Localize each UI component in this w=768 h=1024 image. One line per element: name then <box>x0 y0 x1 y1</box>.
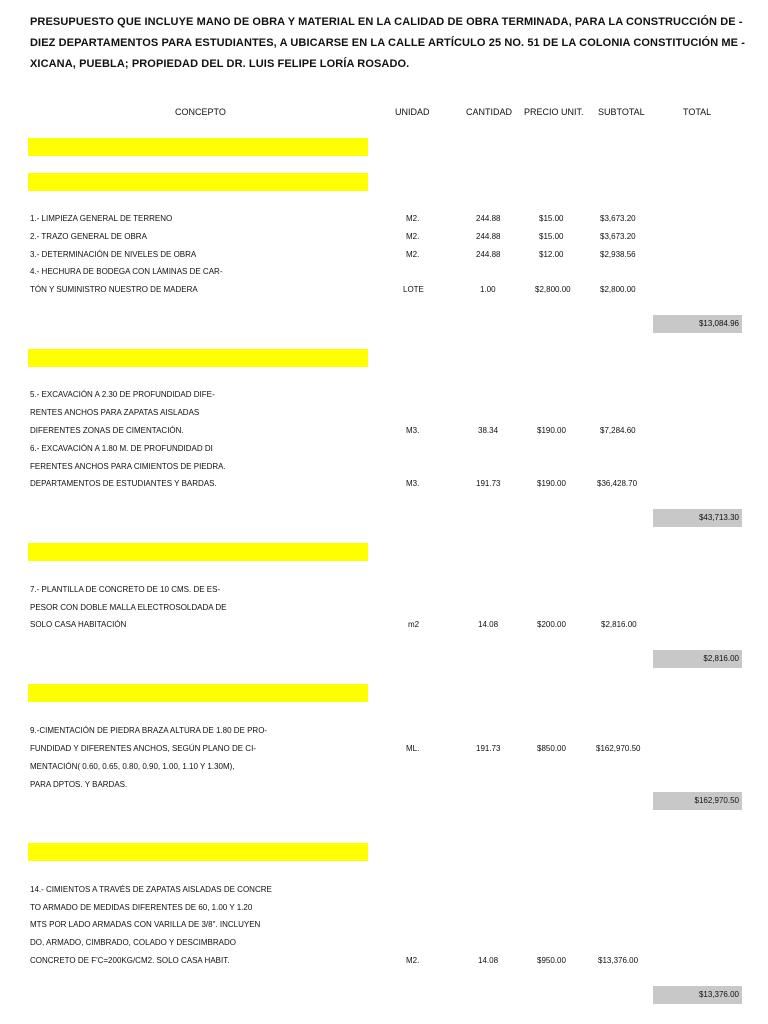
section-highlight-bar <box>28 173 368 191</box>
total-value: $162,970.50 <box>694 796 739 805</box>
title-line-3: XICANA, PUEBLA; PROPIEDAD DEL DR. LUIS FELIPE LORÍA ROSADO. <box>30 58 410 70</box>
concepto-cell: 9.-CIMENTACIÓN DE PIEDRA BRAZA ALTURA DE 1.80 DE PRO- <box>30 726 268 735</box>
header-subtotal: SUBTOTAL <box>598 107 645 117</box>
unidad-cell: M2. <box>406 214 420 223</box>
precio-cell: $200.00 <box>537 620 566 629</box>
header-precio-unit: PRECIO UNIT. <box>524 107 584 117</box>
precio-cell: $850.00 <box>537 744 566 753</box>
subtotal-cell: $162,970.50 <box>596 744 641 753</box>
precio-cell: $950.00 <box>537 956 566 965</box>
unidad-cell: m2 <box>408 620 420 629</box>
total-value: $13,376.00 <box>698 990 739 999</box>
cantidad-cell: 14.08 <box>478 956 499 965</box>
title-line-2: DIEZ DEPARTAMENTOS PARA ESTUDIANTES, A UBICARSE EN LA CALLE ARTÍCULO 25 NO. 51 DE LA COLONIA CONSTITUCIÓN ME - <box>30 37 746 49</box>
header-concepto: CONCEPTO <box>175 107 226 117</box>
total-cell <box>653 509 742 527</box>
unidad-cell: LOTE <box>403 285 424 294</box>
concepto-cell: CONCRETO DE F'C=200KG/CM2. SOLO CASA HABIT. <box>30 956 230 965</box>
unidad-cell: M2. <box>406 250 420 259</box>
header-cantidad: CANTIDAD <box>466 107 513 117</box>
total-cell <box>653 986 742 1004</box>
cantidad-cell: 1.00 <box>480 285 496 294</box>
precio-cell: $190.00 <box>537 426 566 435</box>
concepto-cell: DIFERENTES ZONAS DE CIMENTACIÓN. <box>30 426 184 435</box>
concepto-cell: 5.- EXCAVACIÓN A 2.30 DE PROFUNDIDAD DIFE- <box>30 390 215 399</box>
concepto-cell: 14.- CIMIENTOS A TRAVÉS DE ZAPATAS AISLADAS DE CONCRE <box>30 885 272 894</box>
total-cell <box>653 650 742 668</box>
subtotal-cell: $2,816.00 <box>601 620 637 629</box>
cantidad-cell: 38.34 <box>478 426 499 435</box>
concepto-cell: FUNDIDAD Y DIFERENTES ANCHOS, SEGÚN PLANO DE CI- <box>30 744 256 753</box>
concepto-cell: MENTACIÓN( 0.60, 0.65, 0.80, 0.90, 1.00, 1.10 Y 1.30M), <box>30 762 235 771</box>
concepto-cell: MTS POR LADO ARMADAS CON VARILLA DE 3/8". INCLUYEN <box>30 920 261 929</box>
unidad-cell: ML. <box>406 744 420 753</box>
concepto-cell: TÓN Y SUMINISTRO NUESTRO DE MADERA <box>30 285 198 294</box>
concepto-cell: 4.- HECHURA DE BODEGA CON LÁMINAS DE CAR- <box>30 267 223 276</box>
unidad-cell: M3. <box>406 426 420 435</box>
concepto-cell: SOLO CASA HABITACIÓN <box>30 620 127 629</box>
total-value: $2,816.00 <box>703 654 739 663</box>
concepto-cell: 1.- LIMPIEZA GENERAL DE TERRENO <box>30 214 173 223</box>
document-title <box>30 12 746 75</box>
cantidad-cell: 244.88 <box>476 232 501 241</box>
concepto-cell: PESOR CON DOBLE MALLA ELECTROSOLDADA DE <box>30 603 227 612</box>
section-highlight-bar <box>28 543 368 561</box>
unidad-cell: M3. <box>406 479 420 488</box>
cantidad-cell: 14.08 <box>478 620 499 629</box>
subtotal-cell: $7,284.60 <box>600 426 636 435</box>
total-cell <box>653 792 742 810</box>
subtotal-cell: $2,800.00 <box>600 285 636 294</box>
total-cell <box>653 315 742 333</box>
precio-cell: $15.00 <box>539 232 564 241</box>
concepto-cell: 7.- PLANTILLA DE CONCRETO DE 10 CMS. DE ES- <box>30 585 221 594</box>
subtotal-cell: $13,376.00 <box>598 956 639 965</box>
section-highlight-bar <box>28 684 368 702</box>
cantidad-cell: 244.88 <box>476 250 501 259</box>
total-value: $13,084.96 <box>698 319 739 328</box>
concepto-cell: 3.- DETERMINACIÓN DE NIVELES DE OBRA <box>30 250 197 259</box>
concepto-cell: 2.- TRAZO GENERAL DE OBRA <box>30 232 147 241</box>
concepto-cell: DO, ARMADO, CIMBRADO, COLADO Y DESCIMBRADO <box>30 938 236 947</box>
precio-cell: $2,800.00 <box>535 285 571 294</box>
cantidad-cell: 191.73 <box>476 479 501 488</box>
concepto-cell: PARA DPTOS. Y BARDAS. <box>30 780 128 789</box>
subtotal-cell: $3,673.20 <box>600 214 636 223</box>
title-line-1: PRESUPUESTO QUE INCLUYE MANO DE OBRA Y MATERIAL EN LA CALIDAD DE OBRA TERMINADA, PARA LA CONSTRUCCIÓN DE - <box>30 16 743 28</box>
section-highlight-bar <box>28 843 368 861</box>
precio-cell: $15.00 <box>539 214 564 223</box>
subtotal-cell: $2,938.56 <box>600 250 636 259</box>
concepto-cell: 6.- EXCAVACIÓN A 1.80 M. DE PROFUNDIDAD DI <box>30 444 213 453</box>
precio-cell: $12.00 <box>539 250 564 259</box>
cantidad-cell: 244.88 <box>476 214 501 223</box>
unidad-cell: M2. <box>406 232 420 241</box>
header-total: TOTAL <box>683 107 712 117</box>
precio-cell: $190.00 <box>537 479 566 488</box>
section-highlight-bar <box>28 138 368 156</box>
section-highlight-bar <box>28 349 368 367</box>
concepto-cell: RENTES ANCHOS PARA ZAPATAS AISLADAS <box>30 408 200 417</box>
concepto-cell: FERENTES ANCHOS PARA CIMIENTOS DE PIEDRA. <box>30 462 226 471</box>
unidad-cell: M2. <box>406 956 420 965</box>
header-unidad: UNIDAD <box>395 107 430 117</box>
concepto-cell: DEPARTAMENTOS DE ESTUDIANTES Y BARDAS. <box>30 479 217 488</box>
subtotal-cell: $36,428.70 <box>597 479 638 488</box>
cantidad-cell: 191.73 <box>476 744 501 753</box>
concepto-cell: TO ARMADO DE MEDIDAS DIFERENTES DE 60, 1.00 Y 1.20 <box>30 903 253 912</box>
subtotal-cell: $3,673.20 <box>600 232 636 241</box>
total-value: $43,713.30 <box>698 513 739 522</box>
